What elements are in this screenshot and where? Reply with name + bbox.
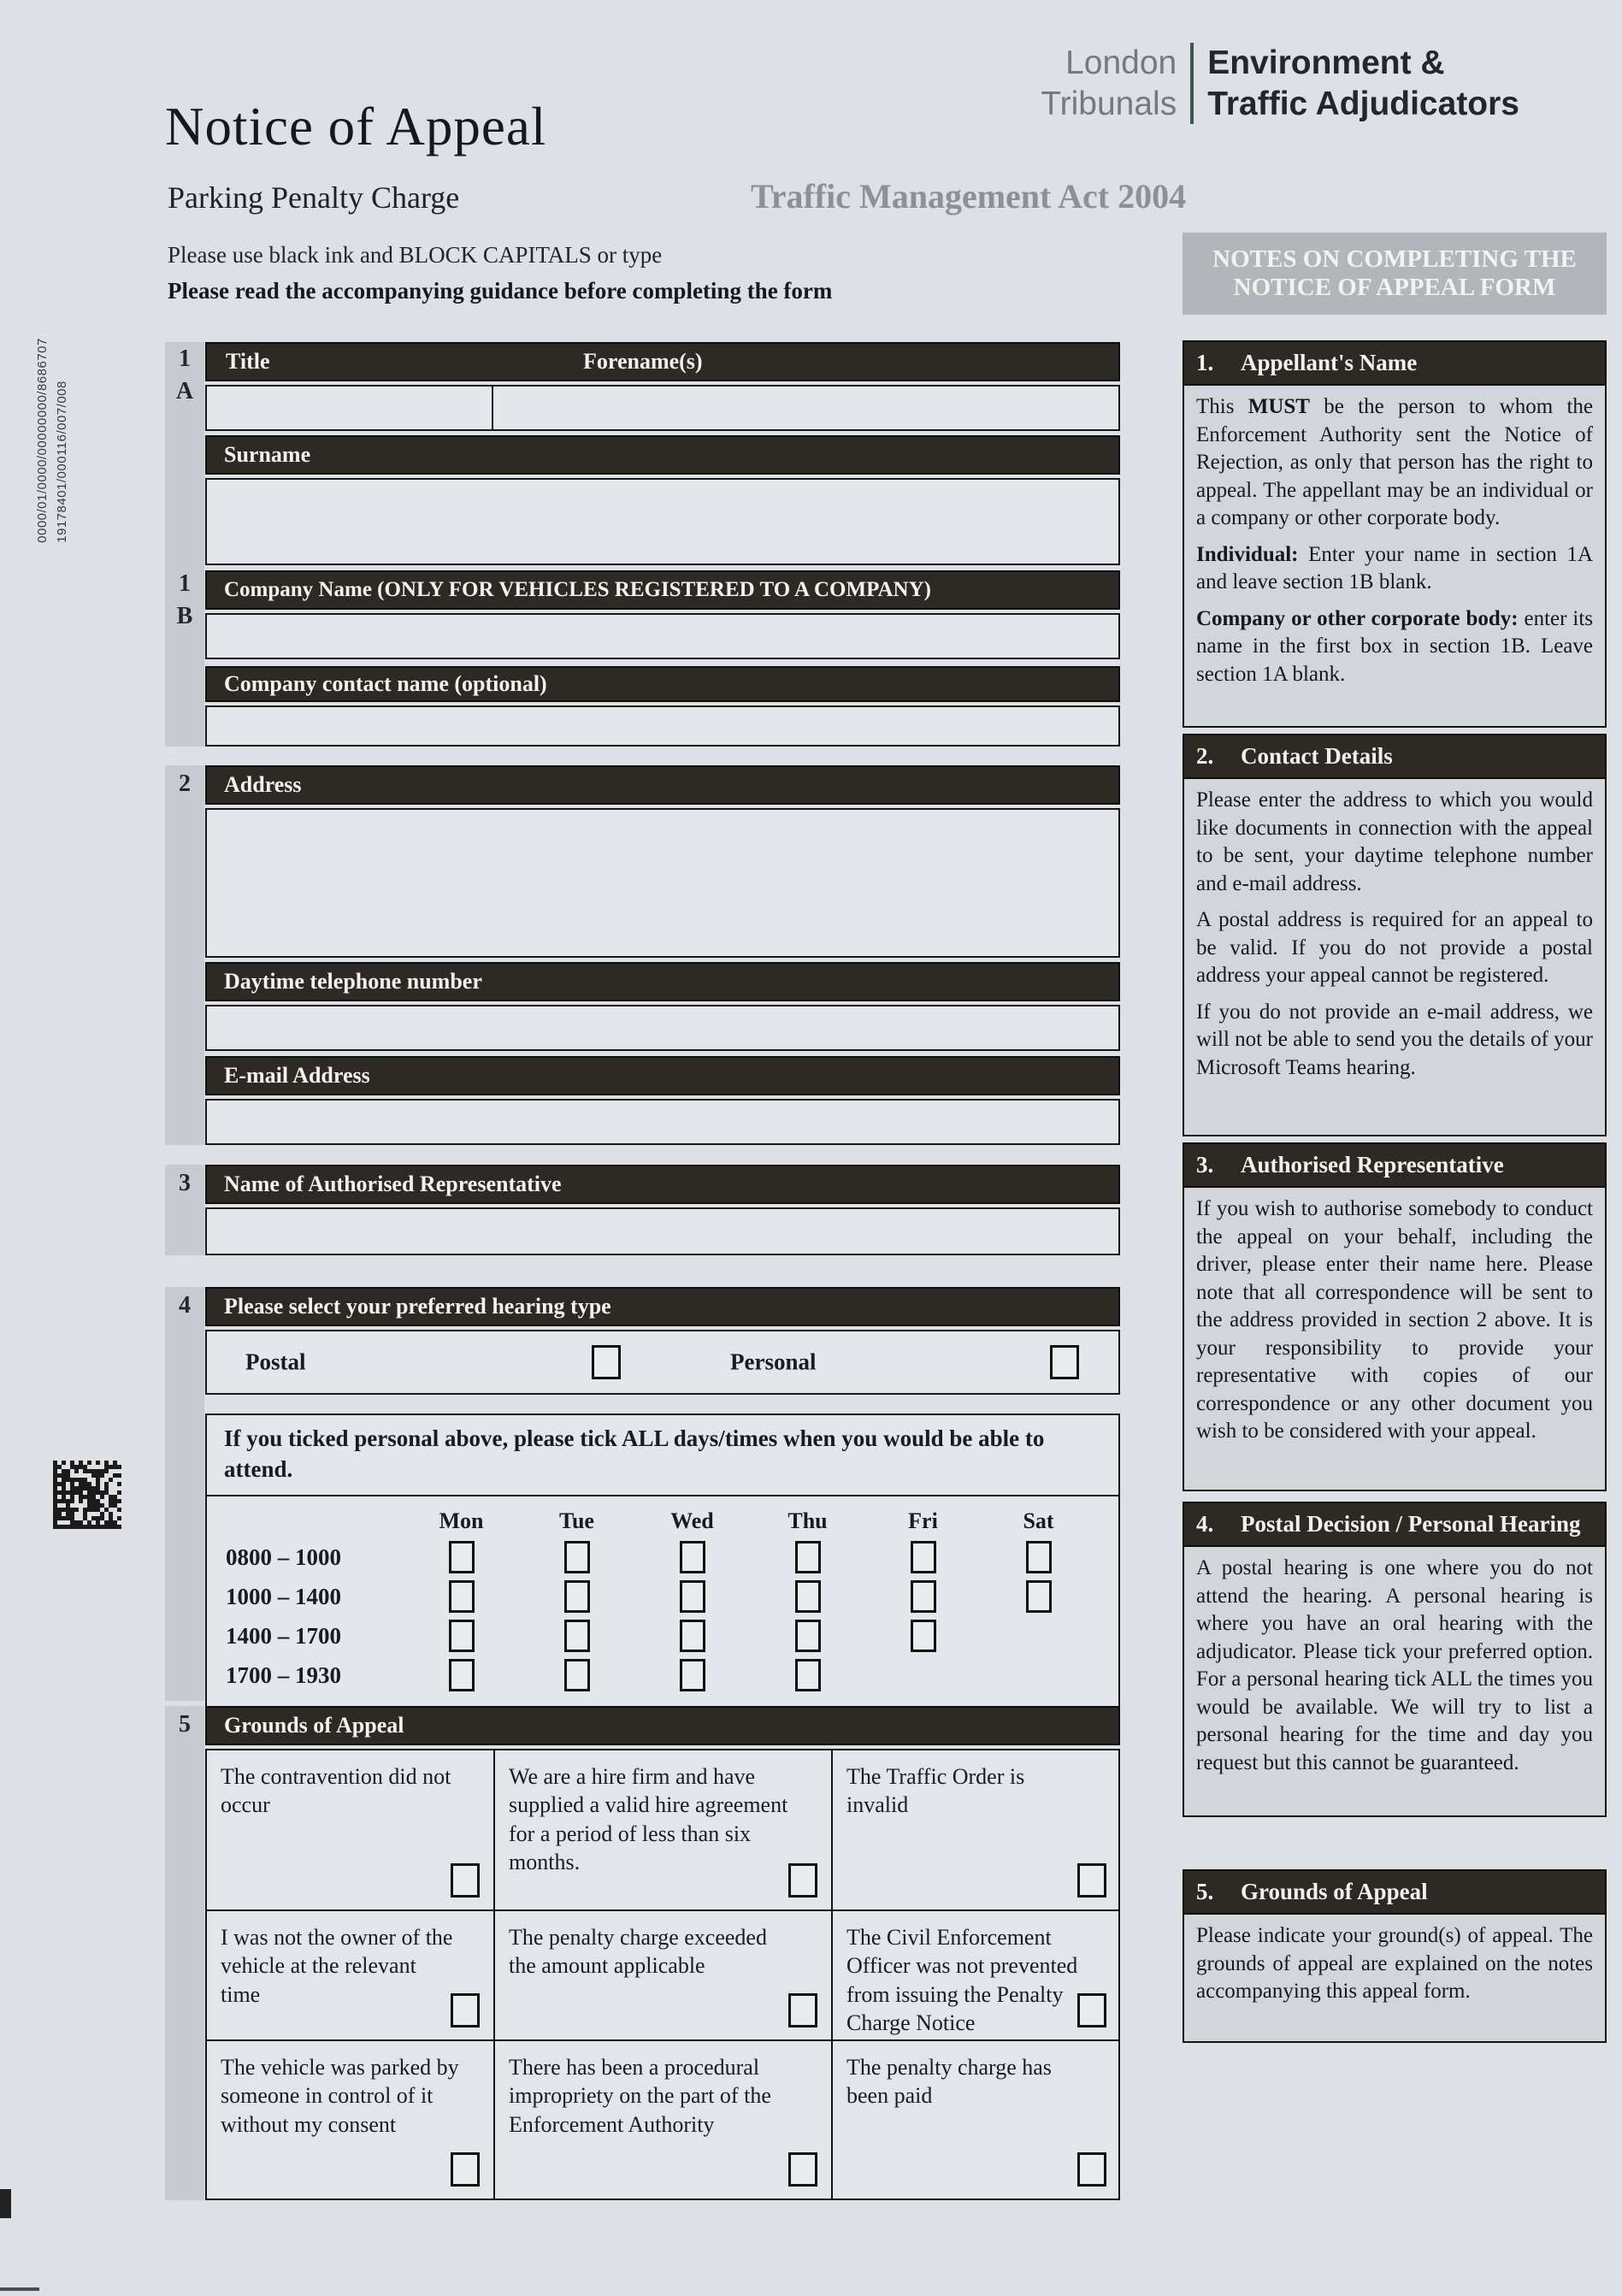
hearing-type-label: Please select your preferred hearing type: [224, 1294, 611, 1319]
section-5-number: 5: [179, 1711, 191, 1738]
logo-dept-line1: Environment &: [1207, 44, 1445, 81]
ground-text-9: The penalty charge has been paid: [846, 2055, 1052, 2109]
note-paragraph: A postal hearing is one where you do not attend the hearing. A personal hearing is where you have an oral hearing with the adjudicator. Please tick your preferred option. For a personal hearing tick ALL the times you would be available. We will try to list a personal hearing for the time and day you request but this cannot be guaranteed.: [1196, 1556, 1593, 1774]
section-2-strip: [165, 765, 204, 1145]
note-3-body: [1183, 1188, 1607, 1491]
section-1b-letter: B: [176, 603, 193, 629]
representative-header: [205, 1165, 1120, 1204]
availability-checkbox-mon-row1[interactable]: [449, 1541, 475, 1573]
ground-cell-9: [831, 2039, 1120, 2199]
instruction-guidance: Please read the accompanying guidance before completing the form: [168, 278, 833, 304]
note-paragraph: Please enter the address to which you would like documents in connection with the appeal to be sent, your daytime telephone number and e-mail address.: [1196, 788, 1593, 895]
section-1a-letter: A: [175, 378, 194, 404]
availability-checkbox-wed-row1[interactable]: [680, 1541, 705, 1573]
availability-checkbox-tue-row4[interactable]: [564, 1659, 590, 1691]
ground-cell-8: [493, 2039, 831, 2199]
ground-checkbox-2[interactable]: [788, 1863, 817, 1898]
grid-cell: [865, 1538, 981, 1577]
section-1-appellant: [205, 342, 1120, 747]
postal-checkbox[interactable]: [592, 1345, 621, 1379]
surname-header: [205, 435, 1120, 475]
postal-label: Postal: [245, 1349, 306, 1375]
day-header-sat: Sat: [1023, 1508, 1054, 1534]
note-grounds-of-appeal: [1183, 1869, 1607, 2043]
availability-checkbox-wed-row4[interactable]: [680, 1659, 705, 1691]
day-header-thu: Thu: [787, 1508, 828, 1534]
grid-cell: [634, 1538, 750, 1577]
grounds-header: [205, 1706, 1120, 1745]
availability-checkbox-mon-row3[interactable]: [449, 1620, 475, 1652]
personal-label: Personal: [730, 1349, 817, 1375]
availability-checkbox-thu-row2[interactable]: [795, 1580, 821, 1613]
section-1-strip: [165, 342, 204, 747]
ground-checkbox-6[interactable]: [1077, 1993, 1106, 2027]
ground-cell-3: [831, 1750, 1120, 1909]
grid-cell: [750, 1656, 865, 1695]
forename-input[interactable]: [493, 387, 1118, 429]
section-4-hearing: [205, 1287, 1120, 1709]
time-label: 1000 – 1400: [226, 1583, 341, 1609]
note-2-title: Contact Details: [1241, 743, 1393, 769]
day-header-mon: Mon: [439, 1508, 484, 1534]
forename-label: Forename(s): [583, 349, 703, 374]
note-4-title: Postal Decision / Personal Hearing: [1241, 1511, 1581, 1537]
ground-text-3: The Traffic Order is invalid: [846, 1764, 1025, 1818]
section-1b-number: 1: [179, 570, 191, 597]
section-3-number: 3: [179, 1170, 191, 1196]
grid-cell: [634, 1656, 750, 1695]
representative-input[interactable]: [205, 1207, 1120, 1255]
section-5-strip: [165, 1706, 204, 2200]
title-input[interactable]: [207, 387, 493, 429]
time-rows: [207, 1538, 1118, 1695]
availability-checkbox-thu-row4[interactable]: [795, 1659, 821, 1691]
ground-text-4: I was not the owner of the vehicle at the relevant time: [221, 1925, 453, 2007]
availability-checkbox-fri-row1[interactable]: [911, 1541, 936, 1573]
note-5-header: [1183, 1869, 1607, 1915]
company-contact-header: [205, 666, 1120, 702]
note-contact-details: [1183, 734, 1607, 1136]
hearing-type-row: [205, 1330, 1120, 1395]
ground-cell-7: [207, 2039, 493, 2199]
grid-cell: [404, 1577, 519, 1616]
note-paragraph: A postal address is required for an appeal to be valid. If you do not provide a postal address your appeal cannot be registered.: [1196, 908, 1593, 988]
availability-checkbox-sat-row1[interactable]: [1026, 1541, 1052, 1573]
grid-cell: [750, 1577, 865, 1616]
title-forename-header: [205, 342, 1120, 381]
grid-cell: [404, 1656, 519, 1695]
availability-checkbox-fri-row2[interactable]: [911, 1580, 936, 1613]
availability-checkbox-sat-row2[interactable]: [1026, 1580, 1052, 1613]
logo-department: [1207, 43, 1519, 124]
availability-checkbox-tue-row2[interactable]: [564, 1580, 590, 1613]
hearing-type-header: [205, 1287, 1120, 1326]
email-header: [205, 1056, 1120, 1095]
grid-cell: [519, 1538, 634, 1577]
availability-checkbox-fri-row3[interactable]: [911, 1620, 936, 1652]
grid-cell: [865, 1656, 981, 1695]
page-subtitle: Parking Penalty Charge: [168, 180, 460, 215]
ground-text-8: There has been a procedural impropriety on the part of the Enforcement Authority: [509, 2055, 771, 2137]
time-row-3: [207, 1616, 1118, 1656]
availability-checkbox-mon-row2[interactable]: [449, 1580, 475, 1613]
notes-banner: [1183, 233, 1607, 315]
company-contact-input[interactable]: [205, 705, 1120, 747]
time-label: 0800 – 1000: [226, 1543, 341, 1570]
notes-banner-text: NOTES ON COMPLETING THE NOTICE OF APPEAL FORM: [1212, 245, 1577, 301]
availability-checkbox-wed-row3[interactable]: [680, 1620, 705, 1652]
logo-brand: [1041, 43, 1177, 124]
note-paragraph: Please indicate your ground(s) of appeal. The grounds of appeal are explained on the notes accompanying this appeal form.: [1196, 1924, 1593, 2004]
grid-cell: [519, 1577, 634, 1616]
ground-text-1: The contravention did not occur: [221, 1764, 451, 1818]
note-4-number: 4.: [1196, 1511, 1214, 1537]
logo-dept-line2: Traffic Adjudicators: [1207, 85, 1519, 122]
phone-input[interactable]: [205, 1005, 1120, 1051]
note-appellants-name: [1183, 340, 1607, 728]
ground-cell-6: [831, 1909, 1120, 2039]
act-title: Traffic Management Act 2004: [751, 177, 1187, 215]
representative-label: Name of Authorised Representative: [224, 1172, 562, 1196]
note-postal-personal-hearing: [1183, 1502, 1607, 1817]
note-3-title: Authorised Representative: [1241, 1152, 1504, 1178]
note-paragraph: Company or other corporate body: enter its name in the first box in section 1B. Leave section 1A blank.: [1196, 606, 1593, 686]
personal-checkbox[interactable]: [1050, 1345, 1079, 1379]
grid-cell: [750, 1538, 865, 1577]
availability-checkbox-thu-row1[interactable]: [795, 1541, 821, 1573]
time-label: 1400 – 1700: [226, 1622, 341, 1649]
ground-text-7: The vehicle was parked by someone in control of it without my consent: [221, 2055, 459, 2137]
note-paragraph: This MUST be the person to whom the Enforcement Authority sent the Notice of Rejection, as only that person has the right to appeal. The appellant may be an individual or a company or other corporate body.: [1196, 395, 1594, 530]
section-4-strip: [165, 1287, 204, 1701]
datamatrix-barcode: [53, 1461, 121, 1529]
grid-cell: [404, 1616, 519, 1656]
company-name-label: Company Name (ONLY FOR VEHICLES REGISTERED TO A COMPANY): [224, 578, 931, 601]
section-2-contact: [205, 765, 1120, 1145]
note-paragraph: Individual: Enter your name in section 1A and leave section 1B blank.: [1196, 542, 1593, 594]
logo-brand-line2: Tribunals: [1041, 85, 1177, 122]
availability-instruction: If you ticked personal above, please tick ALL days/times when you would be able to attend.: [205, 1414, 1120, 1496]
ground-text-5: The penalty charge exceeded the amount applicable: [509, 1925, 767, 1979]
grid-cell: [981, 1616, 1096, 1656]
print-registration-line: [0, 2287, 39, 2291]
section-1a-number: 1: [179, 345, 191, 372]
note-4-header: [1183, 1502, 1607, 1547]
time-row-4: [207, 1656, 1118, 1695]
company-name-header: [205, 570, 1120, 610]
note-3-number: 3.: [1196, 1152, 1214, 1178]
note-2-number: 2.: [1196, 743, 1214, 769]
edge-reference-code: [32, 338, 73, 543]
address-input[interactable]: [205, 808, 1120, 958]
company-name-input[interactable]: [205, 613, 1120, 659]
grid-cell: [981, 1577, 1096, 1616]
ground-checkbox-3[interactable]: [1077, 1863, 1106, 1898]
ground-cell-1: [207, 1750, 493, 1909]
title-forename-inputs: [205, 385, 1120, 431]
surname-input[interactable]: [205, 478, 1120, 565]
grid-cell: [981, 1538, 1096, 1577]
surname-label: Surname: [224, 442, 311, 467]
availability-checkbox-thu-row3[interactable]: [795, 1620, 821, 1652]
day-header-tue: Tue: [559, 1508, 594, 1534]
section-4-number: 4: [179, 1292, 191, 1319]
grounds-label: Grounds of Appeal: [224, 1713, 404, 1738]
page-title: Notice of Appeal: [165, 97, 547, 156]
address-label: Address: [224, 772, 302, 797]
day-header-wed: Wed: [670, 1508, 714, 1534]
note-1-title: Appellant's Name: [1241, 350, 1418, 375]
availability-grid: [205, 1495, 1120, 1709]
phone-header: [205, 962, 1120, 1001]
grid-cell: [404, 1538, 519, 1577]
ground-cell-2: [493, 1750, 831, 1909]
ground-checkbox-1[interactable]: [451, 1863, 480, 1898]
availability-checkbox-wed-row2[interactable]: [680, 1580, 705, 1613]
grounds-grid: [205, 1749, 1120, 2200]
note-5-body: [1183, 1915, 1607, 2043]
note-1-number: 1.: [1196, 350, 1214, 375]
note-2-header: [1183, 734, 1607, 779]
note-2-body: [1183, 779, 1607, 1136]
grid-cell: [519, 1656, 634, 1695]
instruction-black-ink: Please use black ink and BLOCK CAPITALS or type: [168, 242, 663, 268]
ground-cell-4: [207, 1909, 493, 2039]
ground-checkbox-7[interactable]: [451, 2152, 480, 2187]
ground-text-2: We are a hire firm and have supplied a valid hire agreement for a period of less than six months.: [509, 1764, 788, 1874]
note-authorised-representative: [1183, 1142, 1607, 1491]
time-row-2: [207, 1577, 1118, 1616]
phone-label: Daytime telephone number: [224, 969, 482, 994]
company-contact-label: Company contact name (optional): [224, 671, 547, 696]
availability-checkbox-tue-row1[interactable]: [564, 1541, 590, 1573]
address-header: [205, 765, 1120, 805]
availability-checkbox-mon-row4[interactable]: [449, 1659, 475, 1691]
london-tribunals-logo: [1041, 43, 1519, 124]
grid-cell: [634, 1577, 750, 1616]
section-3-representative: [205, 1165, 1120, 1255]
section-2-number: 2: [179, 770, 191, 797]
note-paragraph: If you do not provide an e-mail address, we will not be able to send you the details of your Microsoft Teams hearing.: [1196, 1000, 1593, 1079]
edge-code-line2: 19178401/000116/007/008: [55, 381, 69, 543]
print-registration-mark: [0, 2189, 11, 2218]
note-4-body: [1183, 1547, 1607, 1817]
grid-cell: [865, 1616, 981, 1656]
grid-cell: [634, 1616, 750, 1656]
note-5-title: Grounds of Appeal: [1241, 1879, 1428, 1904]
ground-checkbox-5[interactable]: [788, 1993, 817, 2027]
title-label: Title: [226, 349, 270, 374]
logo-divider: [1190, 43, 1194, 124]
day-header-row: [207, 1505, 1118, 1538]
ground-checkbox-9[interactable]: [1077, 2152, 1106, 2187]
note-3-header: [1183, 1142, 1607, 1188]
ground-checkbox-4[interactable]: [451, 1993, 480, 2027]
section-3-strip: [165, 1165, 204, 1255]
ground-cell-5: [493, 1909, 831, 2039]
availability-checkbox-tue-row3[interactable]: [564, 1620, 590, 1652]
ground-text-6: The Civil Enforcement Officer was not prevented from issuing the Penalty Charge Notice: [846, 1925, 1078, 2035]
ground-checkbox-8[interactable]: [788, 2152, 817, 2187]
grid-cell: [981, 1656, 1096, 1695]
grid-cell: [750, 1616, 865, 1656]
section-5-grounds: [205, 1706, 1120, 2200]
day-header-fri: Fri: [908, 1508, 938, 1534]
email-label: E-mail Address: [224, 1063, 370, 1088]
note-1-body: [1183, 386, 1607, 728]
grid-cell: [519, 1616, 634, 1656]
grid-cell: [865, 1577, 981, 1616]
email-input[interactable]: [205, 1099, 1120, 1145]
time-row-1: [207, 1538, 1118, 1577]
edge-code-line1: 0000/01/0000/00000000/8686707: [34, 338, 50, 543]
time-label: 1700 – 1930: [226, 1662, 341, 1688]
note-5-number: 5.: [1196, 1879, 1214, 1904]
logo-brand-line1: London: [1065, 44, 1177, 81]
note-1-header: [1183, 340, 1607, 386]
note-paragraph: If you wish to authorise somebody to conduct the appeal on your behalf, including the driver, please enter their name here. Please note that all correspondence will be sent to the address provided in section 2 above. It is your responsibility to provide your representative with copies of our correspondence or any other document you wish to be considered with your appeal.: [1196, 1197, 1593, 1443]
